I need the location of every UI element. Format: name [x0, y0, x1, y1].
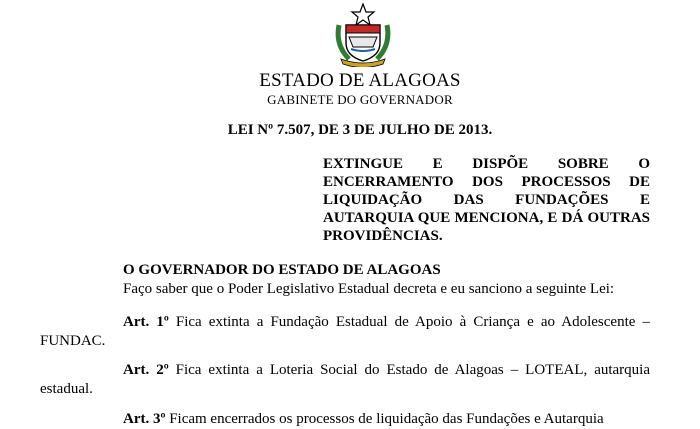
state-coat-of-arms-icon — [333, 3, 393, 67]
article-label: Art. 2º — [123, 362, 169, 378]
governor-heading: O GOVERNADOR DO ESTADO DE ALAGOAS — [123, 262, 441, 278]
enactment-clause: Faço saber que o Poder Legislativo Estadual decreta e eu sanciono a seguinte Lei: — [123, 281, 615, 297]
article-1 — [40, 313, 650, 351]
state-name: ESTADO DE ALAGOAS — [259, 70, 461, 91]
article-text: Fica extinta a Fundação Estadual de Apoio à Criança e ao Adolescente – FUNDAC. — [40, 314, 650, 349]
article-label: Art. 1º — [123, 314, 169, 330]
article-label: Art. 3º — [123, 411, 166, 427]
article-2 — [40, 361, 650, 399]
article-3 — [40, 410, 650, 429]
law-title: LEI Nº 7.507, DE 3 DE JULHO DE 2013. — [227, 122, 493, 138]
office-name: GABINETE DO GOVERNADOR — [267, 92, 453, 107]
law-summary: EXTINGUE E DISPÕE SOBRE O ENCERRAMENTO DOS PROCESSOS DE LIQUIDAÇÃO DAS FUNDAÇÕES E AUTARQUIA QUE MENCIONA, E DÁ OUTRAS PROVIDÊNCIAS. — [323, 156, 650, 244]
article-text: Ficam encerrados os processos de liquidação das Fundações e Autarquia — [165, 411, 604, 427]
article-text: Fica extinta a Loteria Social do Estado de Alagoas – LOTEAL, autarquia estadual. — [40, 362, 651, 397]
